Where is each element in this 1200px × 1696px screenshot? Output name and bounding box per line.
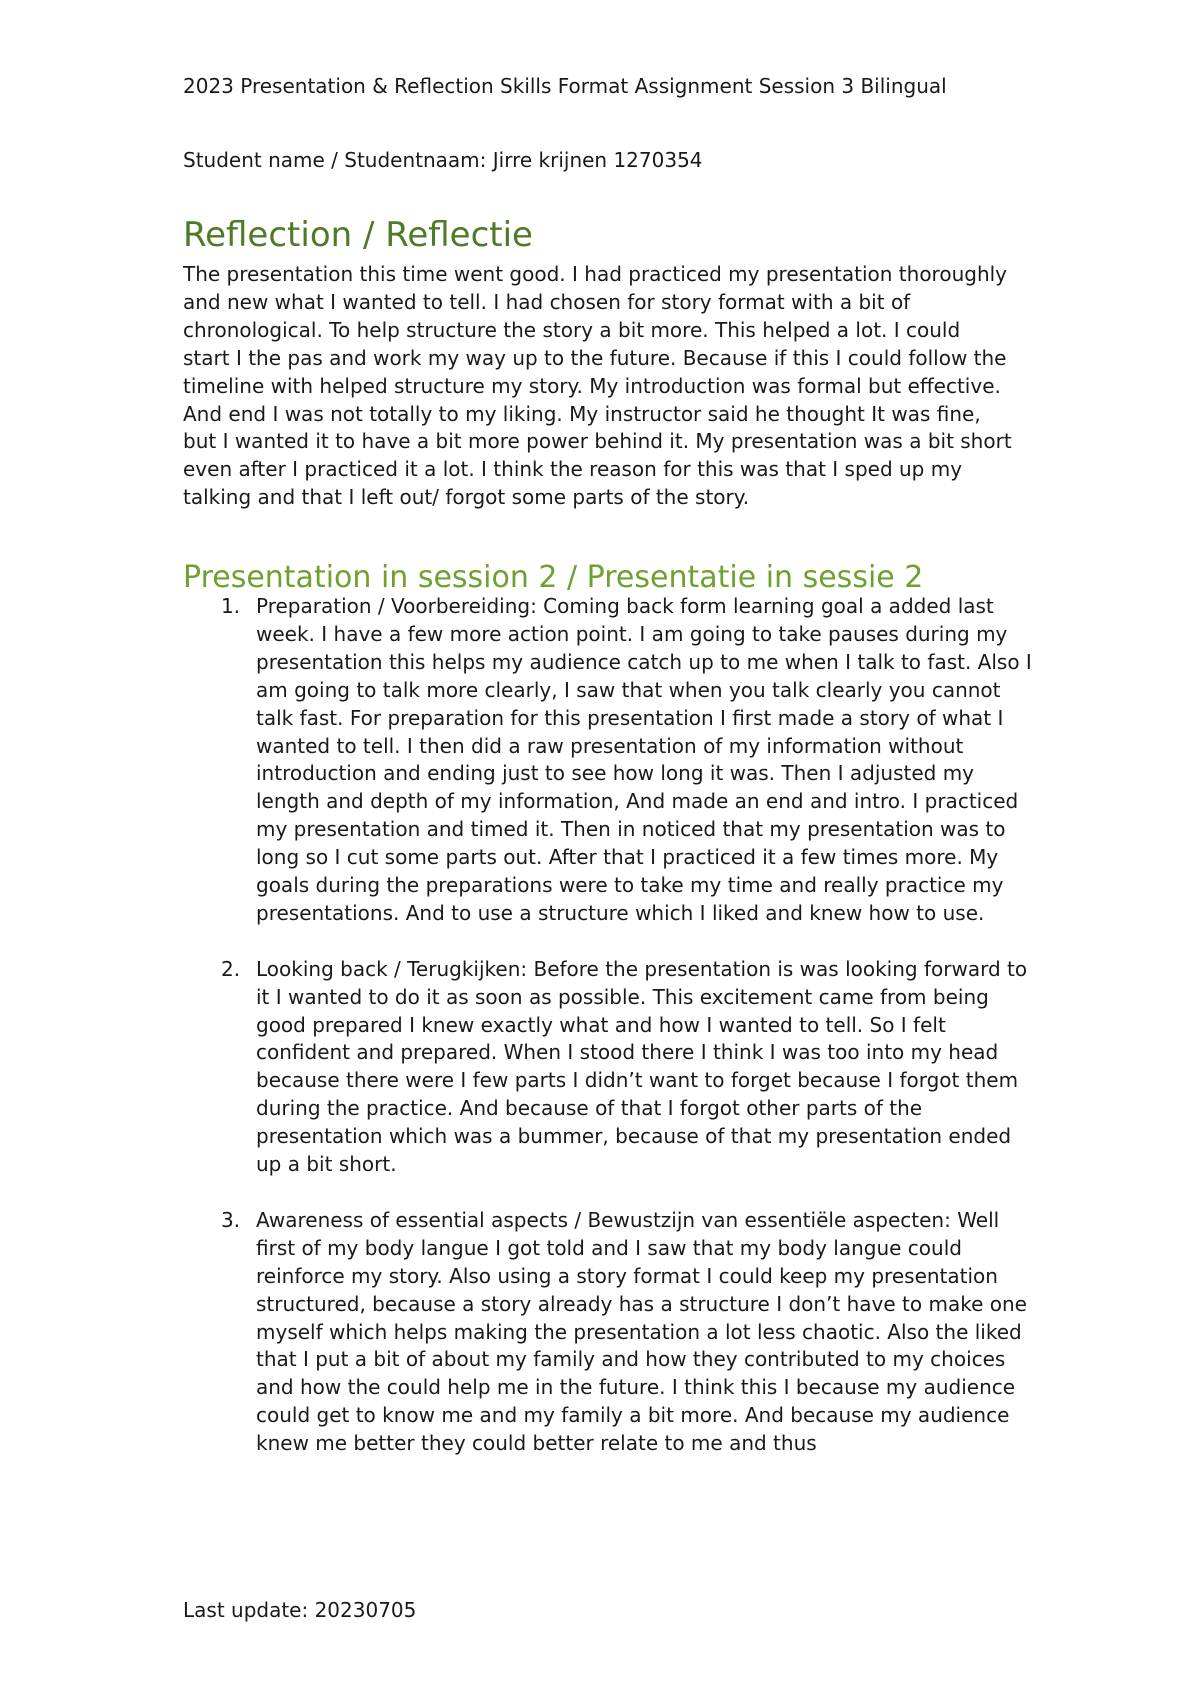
list-item-awareness xyxy=(183,1207,1033,1458)
list-number: 1. xyxy=(221,594,241,618)
list-item-text: Looking back / Terugkijken: Before the presentation is was looking forward to it I wanted to do it as soon as possible. This excitement came from being good prepared I knew exactly what and how I wanted to tell. So I felt confident and prepared. When I stood there I think I was too into my head because there were I few parts I didn’t want to forget because I forgot them during the practice. And because of that I forgot other parts of the presentation which was a bummer, because of that my presentation ended up a bit short. xyxy=(256,956,1028,1177)
list-number: 2. xyxy=(221,956,241,981)
reflection-paragraph: The presentation this time went good. I had practiced my presentation thoroughly and new what I wanted to tell. I had chosen for story format with a bit of chronological. To help structure the story a bit more. This helped a lot. I could start I the pas and work my way up to the future. Because if this I could follow the timeline with helped structure my story. My introduction was formal but effective. And end I was not totally to my liking. My instructor said he thought It was fine, but I wanted it to have a bit more power behind it. My presentation was a bit short even after I practiced it a lot. I think the reason for this was that I sped up my talking and that I left out/ forgot some parts of the story. xyxy=(183,262,1012,510)
presentation-heading: Presentation in session 2 / Presentatie in sessie 2 xyxy=(183,560,924,595)
presentation-list xyxy=(183,593,1033,1486)
reflection-heading: Reflection / Reflectie xyxy=(183,215,533,255)
student-name: Student name / Studentnaam: Jirre krijnen 1270354 xyxy=(183,148,703,172)
list-number: 3. xyxy=(221,1207,241,1232)
list-item-looking-back xyxy=(183,956,1033,1179)
last-update: Last update: 20230705 xyxy=(183,1598,417,1622)
list-item-text: Awareness of essential aspects / Bewustzijn van essentiële aspecten: Well first of my body langue I got told and I saw that my body langue could reinforce my story. Also using a story format I could keep my presentation structured, because a story already has a structure I don’t have to make one myself which helps making the presentation a lot less chaotic. Also the liked that I put a bit of about my family and how they contributed to my choices and how the could help me in the future. I think this I because my audience could get to know me and my family a bit more. And because my audience knew me better they could better relate to me and thus xyxy=(256,1207,1027,1456)
document-header: 2023 Presentation & Reflection Skills Format Assignment Session 3 Bilingual xyxy=(183,74,947,98)
list-item-text: Preparation / Voorbereiding: Coming back form learning goal a added last week. I have a few more action point. I am going to take pauses during my presentation this helps my audience catch up to me when I talk to fast. Also I am going to talk more clearly, I saw that when you talk clearly you cannot talk fast. For preparation for this presentation I first made a story of what I wanted to tell. I then did a raw presentation of my information without introduction and ending just to see how long it was. Then I adjusted my length and depth of my information, And made an end and intro. I practiced my presentation and timed it. Then in noticed that my presentation was to long so I cut some parts out. After that I practiced it a few times more. My goals during the preparations were to take my time and really practice my presentations. And to use a structure which I liked and knew how to use. xyxy=(256,594,1032,925)
list-item-preparation xyxy=(183,593,1033,928)
